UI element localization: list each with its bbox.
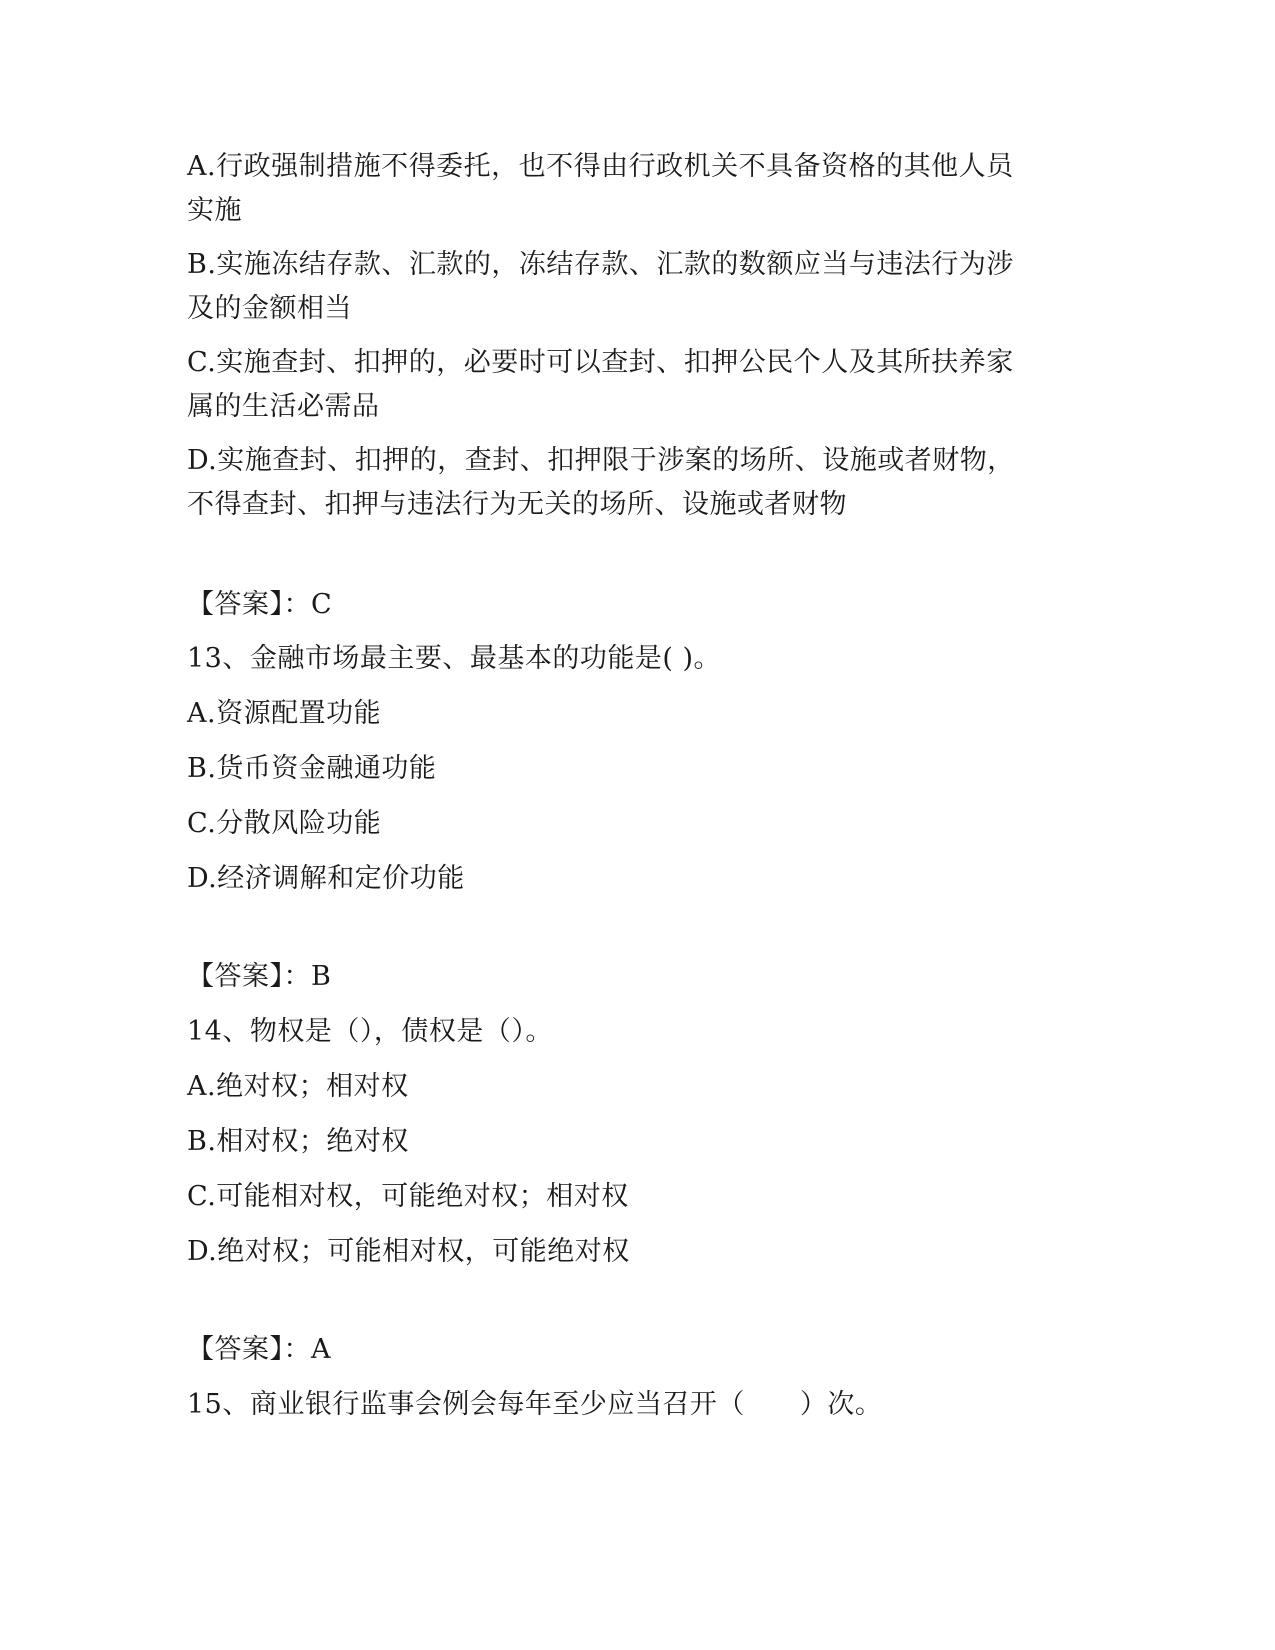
q13-option-d: D.经济调解和定价功能 — [187, 863, 465, 894]
q13-option-a: A.资源配置功能 — [187, 698, 382, 729]
q12-option-b-line1: B.实施冻结存款、汇款的，冻结存款、汇款的数额应当与违法行为涉 — [187, 249, 1014, 280]
q13-option-b: B.货币资金融通功能 — [187, 753, 437, 784]
q14-question: 14、物权是（），债权是（）。 — [187, 1016, 553, 1047]
q15-question: 15、商业银行监事会例会每年至少应当召开（ ）次。 — [187, 1389, 883, 1420]
q14-option-b: B.相对权；绝对权 — [187, 1126, 409, 1157]
q14-answer: 【答案】：A — [187, 1334, 331, 1365]
q12-option-c-line1: C.实施查封、扣押的，必要时可以查封、扣押公民个人及其所扶养家 — [187, 347, 1014, 378]
q12-option-b-line2: 及的金额相当 — [187, 293, 352, 324]
q13-question: 13、金融市场最主要、最基本的功能是( )。 — [187, 643, 722, 674]
q13-option-c: C.分散风险功能 — [187, 808, 382, 839]
q12-answer: 【答案】：C — [187, 589, 333, 620]
q14-option-c: C.可能相对权，可能绝对权；相对权 — [187, 1181, 629, 1212]
q13-answer: 【答案】：B — [187, 961, 332, 992]
q12-option-c-line2: 属的生活必需品 — [187, 391, 380, 422]
q14-option-a: A.绝对权；相对权 — [187, 1071, 409, 1102]
q12-option-d-line1: D.实施查封、扣押的，查封、扣押限于涉案的场所、设施或者财物， — [187, 445, 1015, 476]
q12-option-a-line2: 实施 — [187, 195, 242, 226]
q12-option-a-line1: A.行政强制措施不得委托，也不得由行政机关不具备资格的其他人员 — [187, 151, 1014, 182]
q12-option-d-line2: 不得查封、扣押与违法行为无关的场所、设施或者财物 — [187, 489, 847, 520]
q14-option-d: D.绝对权；可能相对权，可能绝对权 — [187, 1236, 630, 1267]
